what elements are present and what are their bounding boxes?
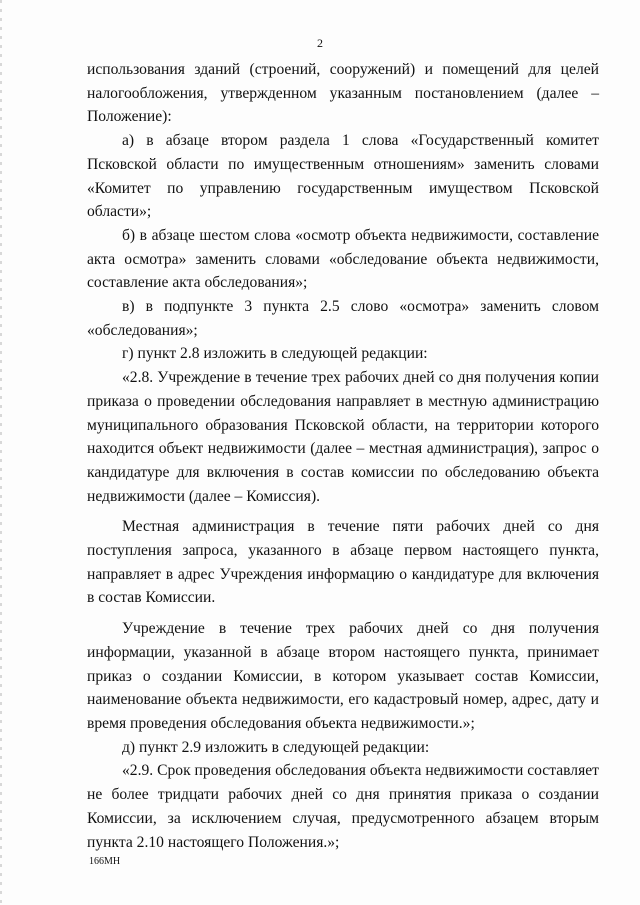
paragraph-1: использования зданий (строений, сооружений) и помещений для целей налогообложения, утвержденном указанным постановлением (далее – Положение): <box>87 61 599 126</box>
paragraph-5: г) пункт 2.8 изложить в следующей редакции: <box>122 345 428 363</box>
page-number: 2 <box>317 36 323 50</box>
paragraph-9: д) пункт 2.9 изложить в следующей редакции: <box>122 738 430 756</box>
paragraph-7: Местная администрация в течение пяти рабочих дней со дня поступления запроса, указанного в абзаце первом настоящего пункта, направляет в адрес Учреждения информацию о кандидатуре для включения в состав Комиссии. <box>87 518 599 607</box>
document-body <box>87 58 599 854</box>
paragraph-4: в) в подпункте 3 пункта 2.5 слово «осмотра» заменить словом «обследования»; <box>87 298 599 339</box>
paragraph-8: Учреждение в течение трех рабочих дней со дня получения информации, указанной в абзаце втором настоящего пункта, принимает приказ о создании Комиссии, в котором указывает состав Комиссии, наименование объекта недвижимости, его кадастровый номер, адрес, дату и время проведения обследования объекта недвижимости.»; <box>87 620 599 732</box>
paragraph-3: б) в абзаце шестом слова «осмотр объекта недвижимости, составление акта осмотра» заменить словами «обследование объекта недвижимости, составление акта обследования»; <box>87 226 599 292</box>
paragraph-6: «2.8. Учреждение в течение трех рабочих дней со дня получения копии приказа о проведении обследования направляет в местную администрацию муниципального образования Псковской области, на территории которого находится объект недвижимости (далее – местная администрация), запрос о кандидатуре для включения в состав комиссии по обследованию объекта недвижимости (далее – Комиссия). <box>87 369 599 505</box>
scan-edge-decoration <box>0 0 2 905</box>
paragraph-2: а) в абзаце втором раздела 1 слова «Государственный комитет Псковской области по имущественным отношениям» заменить словами «Комитет по управлению государственным имуществом Псковской области»; <box>87 132 599 221</box>
document-code: 166МН <box>89 856 121 867</box>
paragraph-10: «2.9. Срок проведения обследования объекта недвижимости составляет не более тридцати рабочих дней со дня принятия приказа о создании Комиссии, за исключением случая, предусмотренного абзацем вторым пункта 2.10 настоящего Положения.»; <box>87 762 599 851</box>
